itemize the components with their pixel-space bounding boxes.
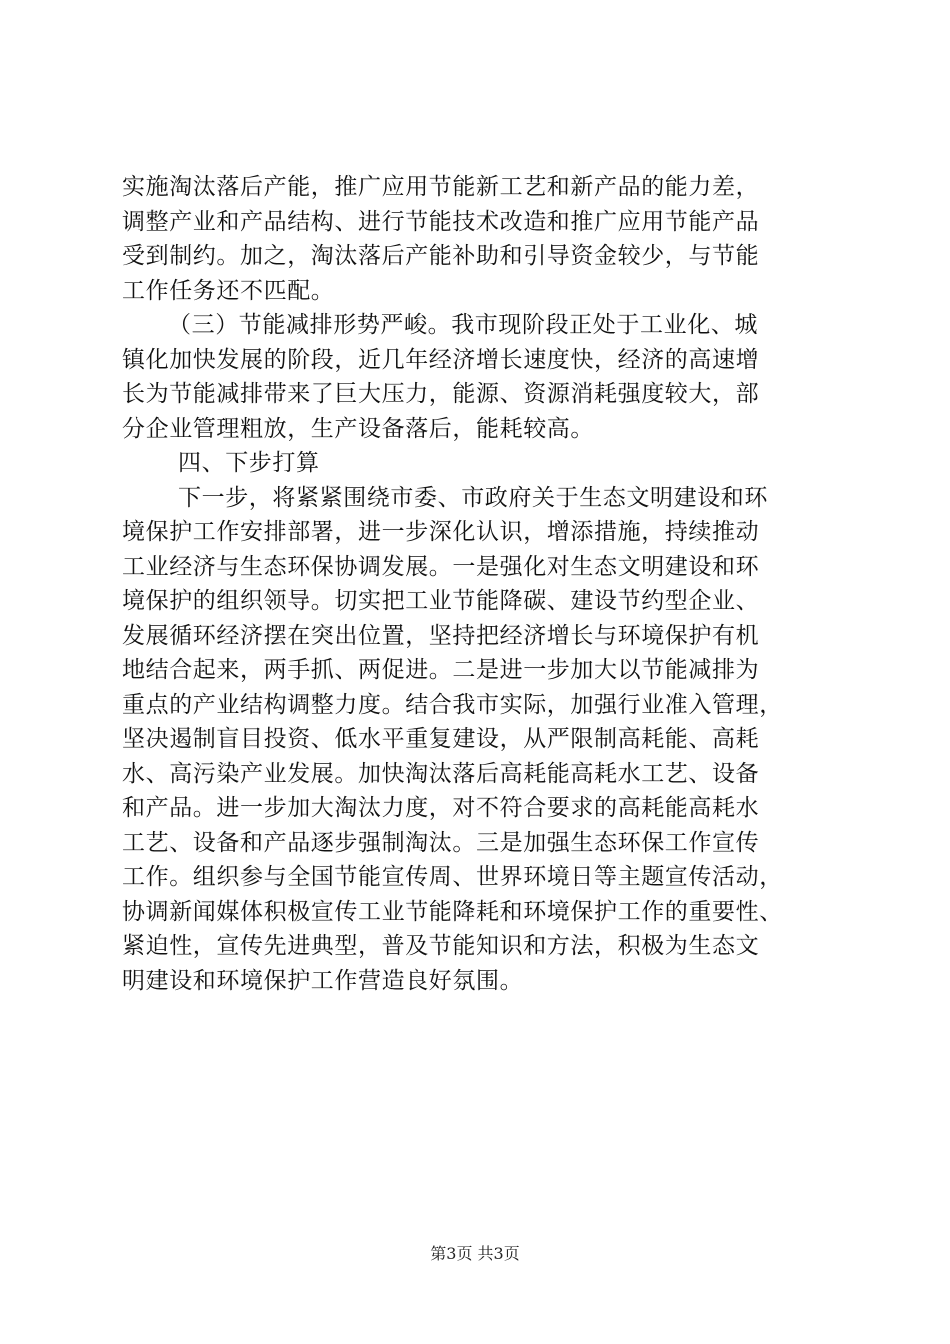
text-line: 工业经济与生态环保协调发展。一是强化对生态文明建设和环 bbox=[122, 553, 760, 580]
text-line: 境保护工作安排部署，进一步深化认识，增添措施，持续推动 bbox=[122, 519, 760, 545]
text-line: 分企业管理粗放，生产设备落后，能耗较高。 bbox=[122, 415, 594, 442]
text-line: 协调新闻媒体积极宣传工业节能降耗和环境保护工作的重要性、 bbox=[122, 898, 783, 925]
text-line: 工艺、设备和产品逐步强制淘汰。三是加强生态环保工作宣传 bbox=[122, 829, 760, 856]
text-line: 地结合起来，两手抓、两促进。二是进一步加大以节能减排为 bbox=[122, 657, 760, 683]
text-line: 受到制约。加之，淘汰落后产能补助和引导资金较少，与节能 bbox=[122, 243, 760, 269]
paragraph-first-line: 下一步，将紧紧围绕市委、市政府关于生态文明建设和环 bbox=[178, 484, 768, 511]
text-line: 坚决遏制盲目投资、低水平重复建设，从严限制高耗能、高耗 bbox=[122, 726, 760, 752]
text-line: 发展循环经济摆在突出位置，坚持把经济增长与环境保护有机 bbox=[122, 622, 760, 649]
text-line: 调整产业和产品结构、进行节能技术改造和推广应用节能产品 bbox=[122, 208, 760, 235]
text-line: 工作。组织参与全国节能宣传周、世界环境日等主题宣传活动， bbox=[122, 864, 783, 890]
text-line: 明建设和环境保护工作营造良好氛围。 bbox=[122, 967, 524, 994]
text-line: 境保护的组织领导。切实把工业节能降碳、建设节约型企业、 bbox=[122, 588, 760, 614]
section-heading: 四、下步打算 bbox=[178, 450, 320, 476]
text-line: 水、高污染产业发展。加快淘汰落后高耗能高耗水工艺、设备 bbox=[122, 760, 760, 787]
text-line: 长为节能减排带来了巨大压力，能源、资源消耗强度较大，部 bbox=[122, 381, 760, 407]
text-line: 工作任务还不匹配。 bbox=[122, 277, 335, 304]
text-line: 实施淘汰落后产能，推广应用节能新工艺和新产品的能力差， bbox=[122, 174, 760, 200]
text-line: 重点的产业结构调整力度。结合我市实际，加强行业准入管理， bbox=[122, 691, 783, 718]
text-line: 和产品。进一步加大淘汰力度，对不符合要求的高耗能高耗水 bbox=[122, 795, 760, 821]
paragraph-heading-3: （三）节能减排形势严峻。我市现阶段正处于工业化、城 bbox=[168, 312, 758, 338]
text-line: 镇化加快发展的阶段，近几年经济增长速度快，经济的高速增 bbox=[122, 346, 760, 373]
text-line: 紧迫性，宣传先进典型，普及节能知识和方法，积极为生态文 bbox=[122, 933, 760, 959]
document-body bbox=[122, 170, 834, 998]
page-number-footer: 第3页 共3页 bbox=[430, 1244, 520, 1263]
